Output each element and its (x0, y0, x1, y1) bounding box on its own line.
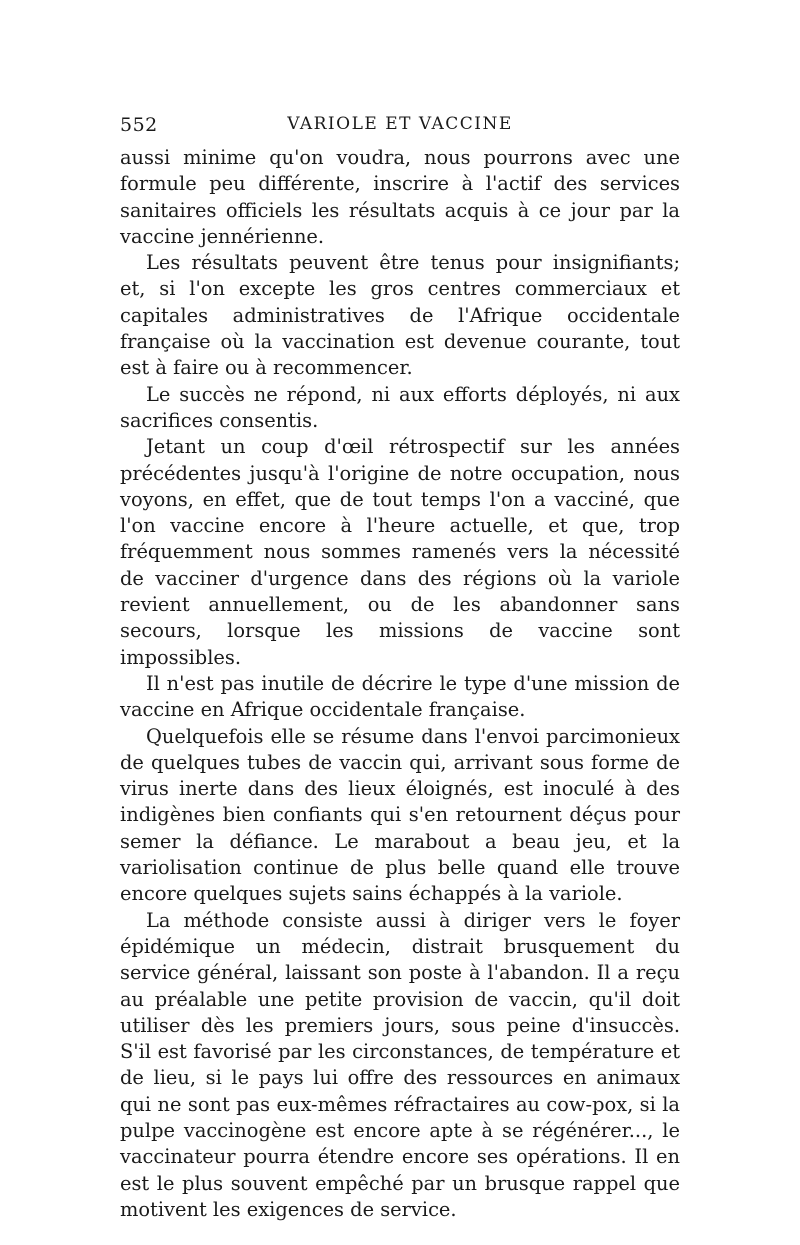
paragraph-retrospective: Jetant un coup d'œil rétrospectif sur les années précédentes jusqu'à l'origine de notre occupation, nous voyons, en effet, que de tout temps l'on a vacciné, que l'on vaccine encore à l'heure actuelle, et que, trop fréquemment nous sommes ramenés vers la nécessité de vacciner d'urgence dans des régions où la variole revient annuellement, ou de les abandonner sans secours, lorsque les missions de vaccine sont impossibles. (120, 435, 680, 669)
paragraph-continuation: aussi minime qu'on voudra, nous pourrons avec une formule peu différente, inscrire à l'actif des services sanitaires officiels les résultats acquis à ce jour par la vaccine jennérienne. (120, 146, 680, 248)
paragraph-method: La méthode consiste aussi à diriger vers le foyer épidémique un médecin, distrait brusquement du service général, laissant son poste à l'abandon. Il a reçu au préalable une petite provision de vaccin, qu'il doit utiliser dès les premiers jours, sous peine d'insuccès. S'il est favorisé par les circonstances, de température et de lieu, si le pays lui offre des ressources en animaux qui ne sont pas eux-mêmes réfractaires au cow-pox, si la pulpe vaccinogène est encore apte à se régénérer..., le vaccinateur pourra étendre encore ses opérations. Il en est le plus souvent empêché par un brusque rappel que motivent les exigences de service. (120, 908, 680, 1221)
paragraph-results: Les résultats peuvent être tenus pour insignifiants; et, si l'on excepte les gros centres commerciaux et capitales administratives de l'Afrique occidentale française où la vaccination est devenue courante, tout est à faire ou à recommencer. (120, 251, 680, 380)
page-number: 552 (120, 114, 158, 136)
running-title: VARIOLE ET VACCINE (287, 114, 513, 134)
running-head (120, 114, 680, 140)
paragraph-tubes: Quelquefois elle se résume dans l'envoi parcimonieux de quelques tubes de vaccin qui, arrivant sous forme de virus inerte dans des lieux éloignés, est inoculé à des indigènes bien confiants qui s'en retournent déçus pour semer la défiance. Le marabout a beau jeu, et la variolisation continue de plus belle quand elle trouve encore quelques sujets sains échappés à la variole. (120, 724, 680, 906)
paragraph-mission-type: Il n'est pas inutile de décrire le type d'une mission de vaccine en Afrique occidentale française. (120, 671, 680, 722)
body-text (120, 145, 680, 1223)
paragraph-success: Le succès ne répond, ni aux efforts déployés, ni aux sacrifices consentis. (120, 382, 680, 432)
